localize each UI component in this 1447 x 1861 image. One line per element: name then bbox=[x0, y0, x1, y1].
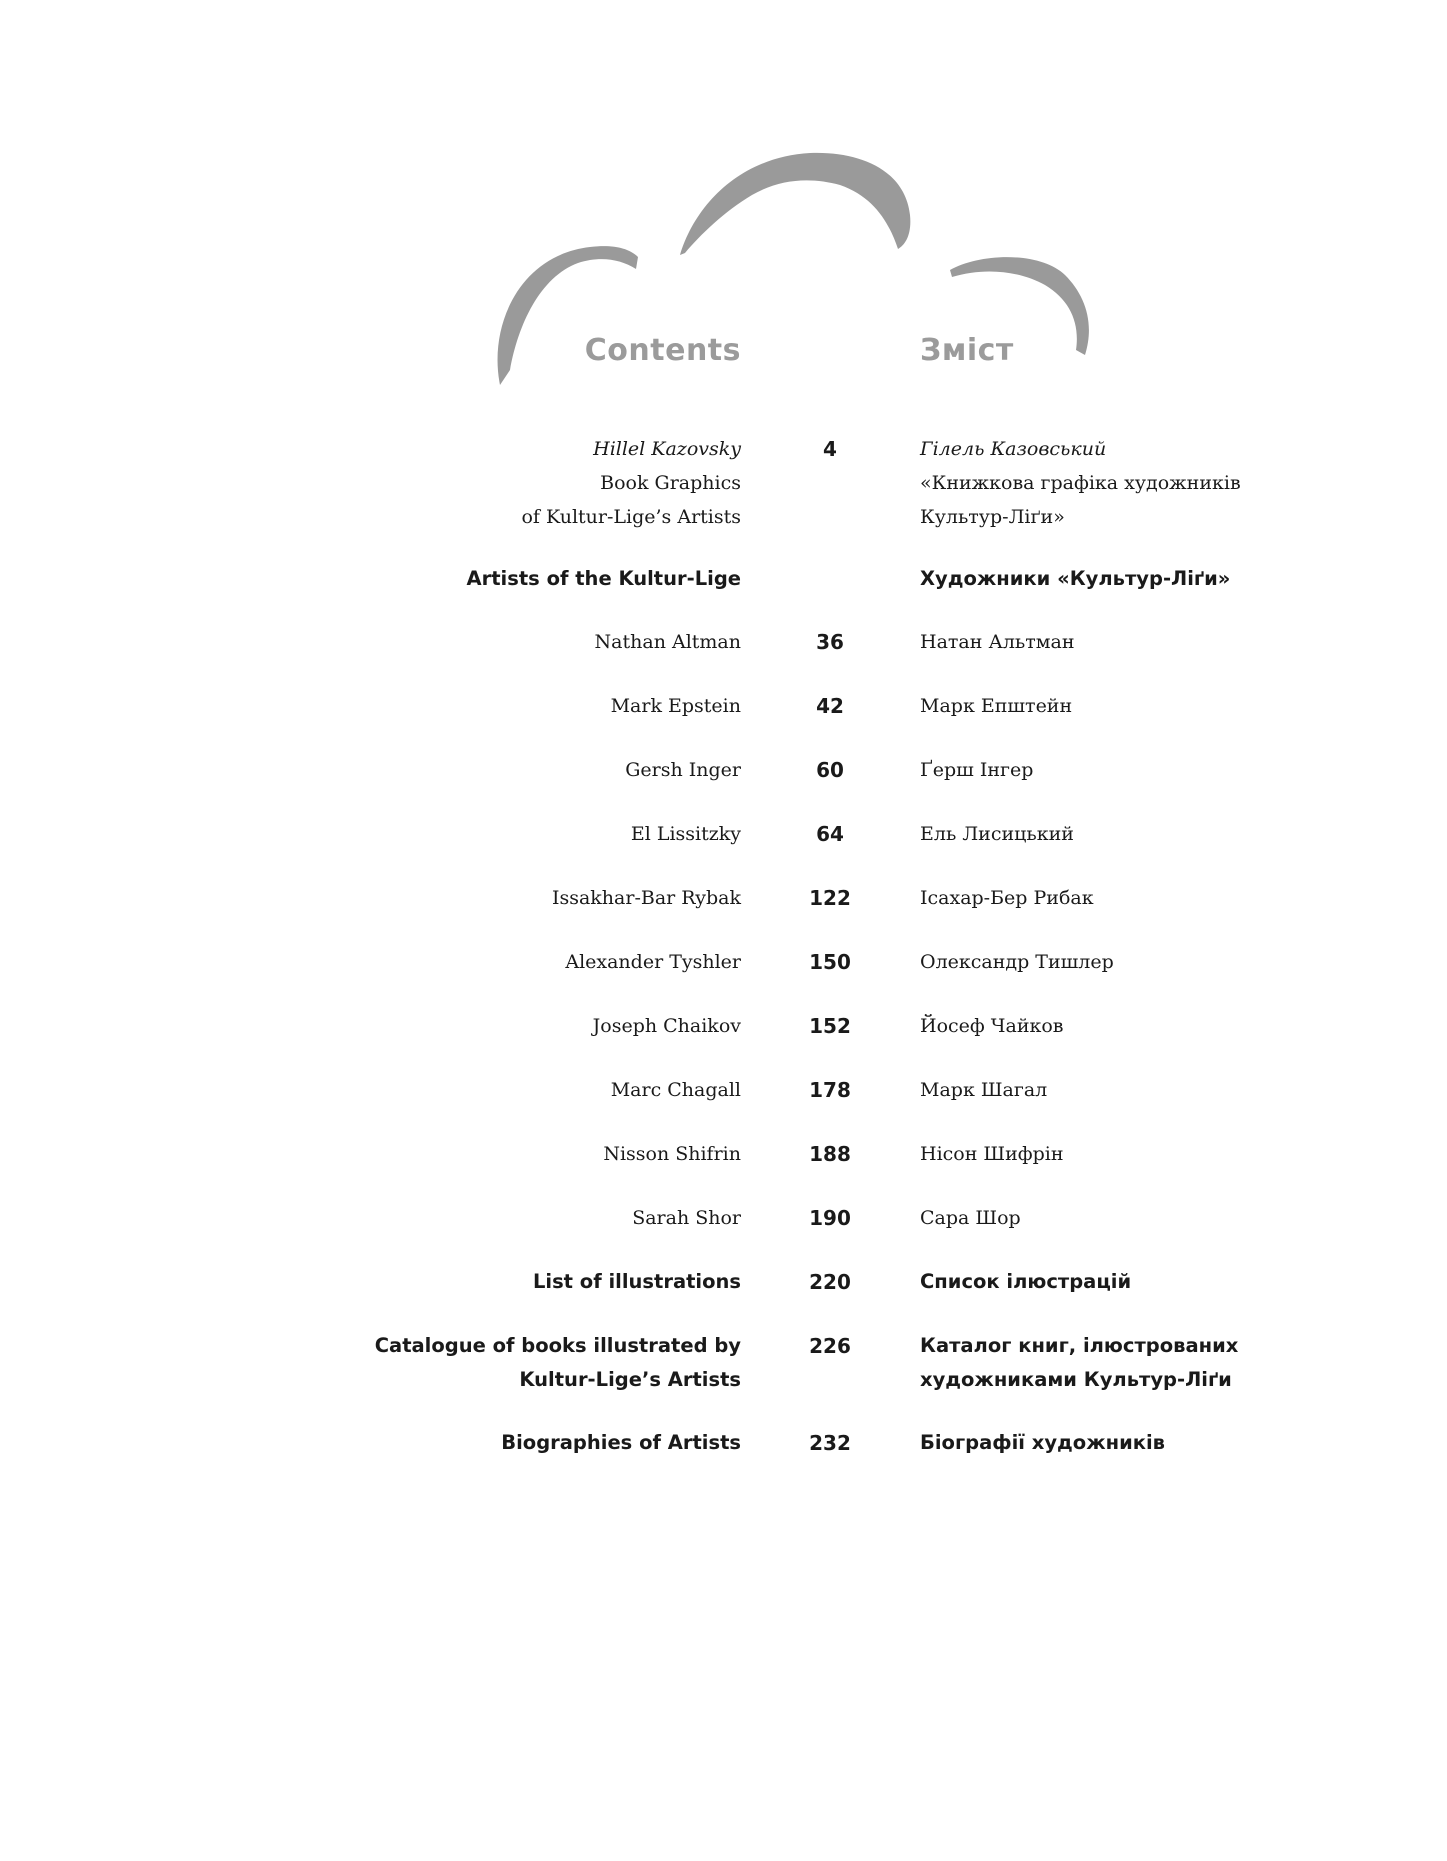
artist-page-number: 150 bbox=[809, 950, 851, 974]
artist-name-en: Mark Epstein bbox=[610, 695, 741, 717]
artist-page-number: 60 bbox=[816, 758, 844, 782]
artist-name-en: Gersh Inger bbox=[625, 759, 741, 781]
intro-en-author: Hillel Kazovsky bbox=[593, 438, 741, 460]
artist-name-ua: Натан Альтман bbox=[920, 631, 1075, 653]
artist-page-number: 178 bbox=[809, 1078, 851, 1102]
biographies-ua: Біографії художників bbox=[920, 1431, 1165, 1454]
intro-en-title-line-1: Book Graphics bbox=[600, 472, 741, 494]
catalogue-en-line-2: Kultur-Lige’s Artists bbox=[519, 1368, 741, 1391]
artist-name-ua: Марк Шагал bbox=[920, 1079, 1048, 1101]
zmist-heading: Зміст bbox=[920, 333, 1014, 368]
artist-page-number: 152 bbox=[809, 1014, 851, 1038]
catalogue-en bbox=[375, 1329, 741, 1397]
artist-name-ua: Ель Лисицький bbox=[920, 823, 1074, 845]
catalogue-ua-line-2: художниками Культур-Ліґи bbox=[920, 1368, 1232, 1391]
artist-name-en: Sarah Shor bbox=[632, 1207, 741, 1229]
artist-name-ua: Олександр Тишлер bbox=[920, 951, 1114, 973]
contents-heading: Contents bbox=[584, 333, 741, 368]
brush-arcs-decoration bbox=[480, 145, 1120, 395]
artist-name-ua: Марк Епштейн bbox=[920, 695, 1073, 717]
artist-name-ua: Йосеф Чайков bbox=[920, 1015, 1064, 1037]
intro-ua bbox=[920, 432, 1241, 534]
catalogue-ua bbox=[920, 1329, 1238, 1397]
artist-name-ua: Сара Шор bbox=[920, 1207, 1021, 1229]
artist-page-number: 190 bbox=[809, 1206, 851, 1230]
artist-name-en: El Lissitzky bbox=[630, 823, 741, 845]
artist-name-en: Nisson Shifrin bbox=[603, 1143, 741, 1165]
list-illustrations-en: List of illustrations bbox=[532, 1270, 741, 1293]
artist-page-number: 188 bbox=[809, 1142, 851, 1166]
intro-ua-title-line-2: Культур-Ліґи» bbox=[920, 506, 1065, 528]
intro-ua-title-line-1: «Книжкова графіка художників bbox=[920, 472, 1241, 494]
intro-en-title-line-2: of Kultur-Lige’s Artists bbox=[521, 506, 741, 528]
center-brush-arc bbox=[680, 153, 910, 255]
intro-page-number: 4 bbox=[823, 437, 837, 461]
intro-ua-author: Гілель Казовський bbox=[920, 438, 1107, 460]
artist-name-ua: Ґерш Інгер bbox=[920, 759, 1034, 781]
catalogue-page-number: 226 bbox=[809, 1334, 851, 1358]
intro-en bbox=[521, 432, 741, 534]
artist-name-en: Issakhar-Bar Rybak bbox=[551, 887, 741, 909]
artist-name-en: Alexander Tyshler bbox=[565, 951, 741, 973]
section-en: Artists of the Kultur-Lige bbox=[466, 567, 741, 590]
artist-name-ua: Нісон Шифрін bbox=[920, 1143, 1064, 1165]
artist-name-en: Nathan Altman bbox=[594, 631, 741, 653]
list-illustrations-ua: Список ілюстрацій bbox=[920, 1270, 1132, 1293]
artist-page-number: 42 bbox=[816, 694, 844, 718]
biographies-en: Biographies of Artists bbox=[501, 1431, 741, 1454]
biographies-page-number: 232 bbox=[809, 1431, 851, 1455]
artist-name-ua: Ісахар-Бер Рибак bbox=[920, 887, 1094, 909]
section-ua: Художники «Культур-Ліґи» bbox=[920, 567, 1231, 590]
artist-name-en: Marc Chagall bbox=[610, 1079, 741, 1101]
catalogue-ua-line-1: Каталог книг, ілюстрованих bbox=[920, 1334, 1239, 1357]
artist-page-number: 64 bbox=[816, 822, 844, 846]
list-illustrations-page-number: 220 bbox=[809, 1270, 851, 1294]
artist-page-number: 122 bbox=[809, 886, 851, 910]
catalogue-en-line-1: Catalogue of books illustrated by bbox=[374, 1334, 741, 1357]
artist-name-en: Joseph Chaikov bbox=[592, 1015, 741, 1037]
artist-page-number: 36 bbox=[816, 630, 844, 654]
